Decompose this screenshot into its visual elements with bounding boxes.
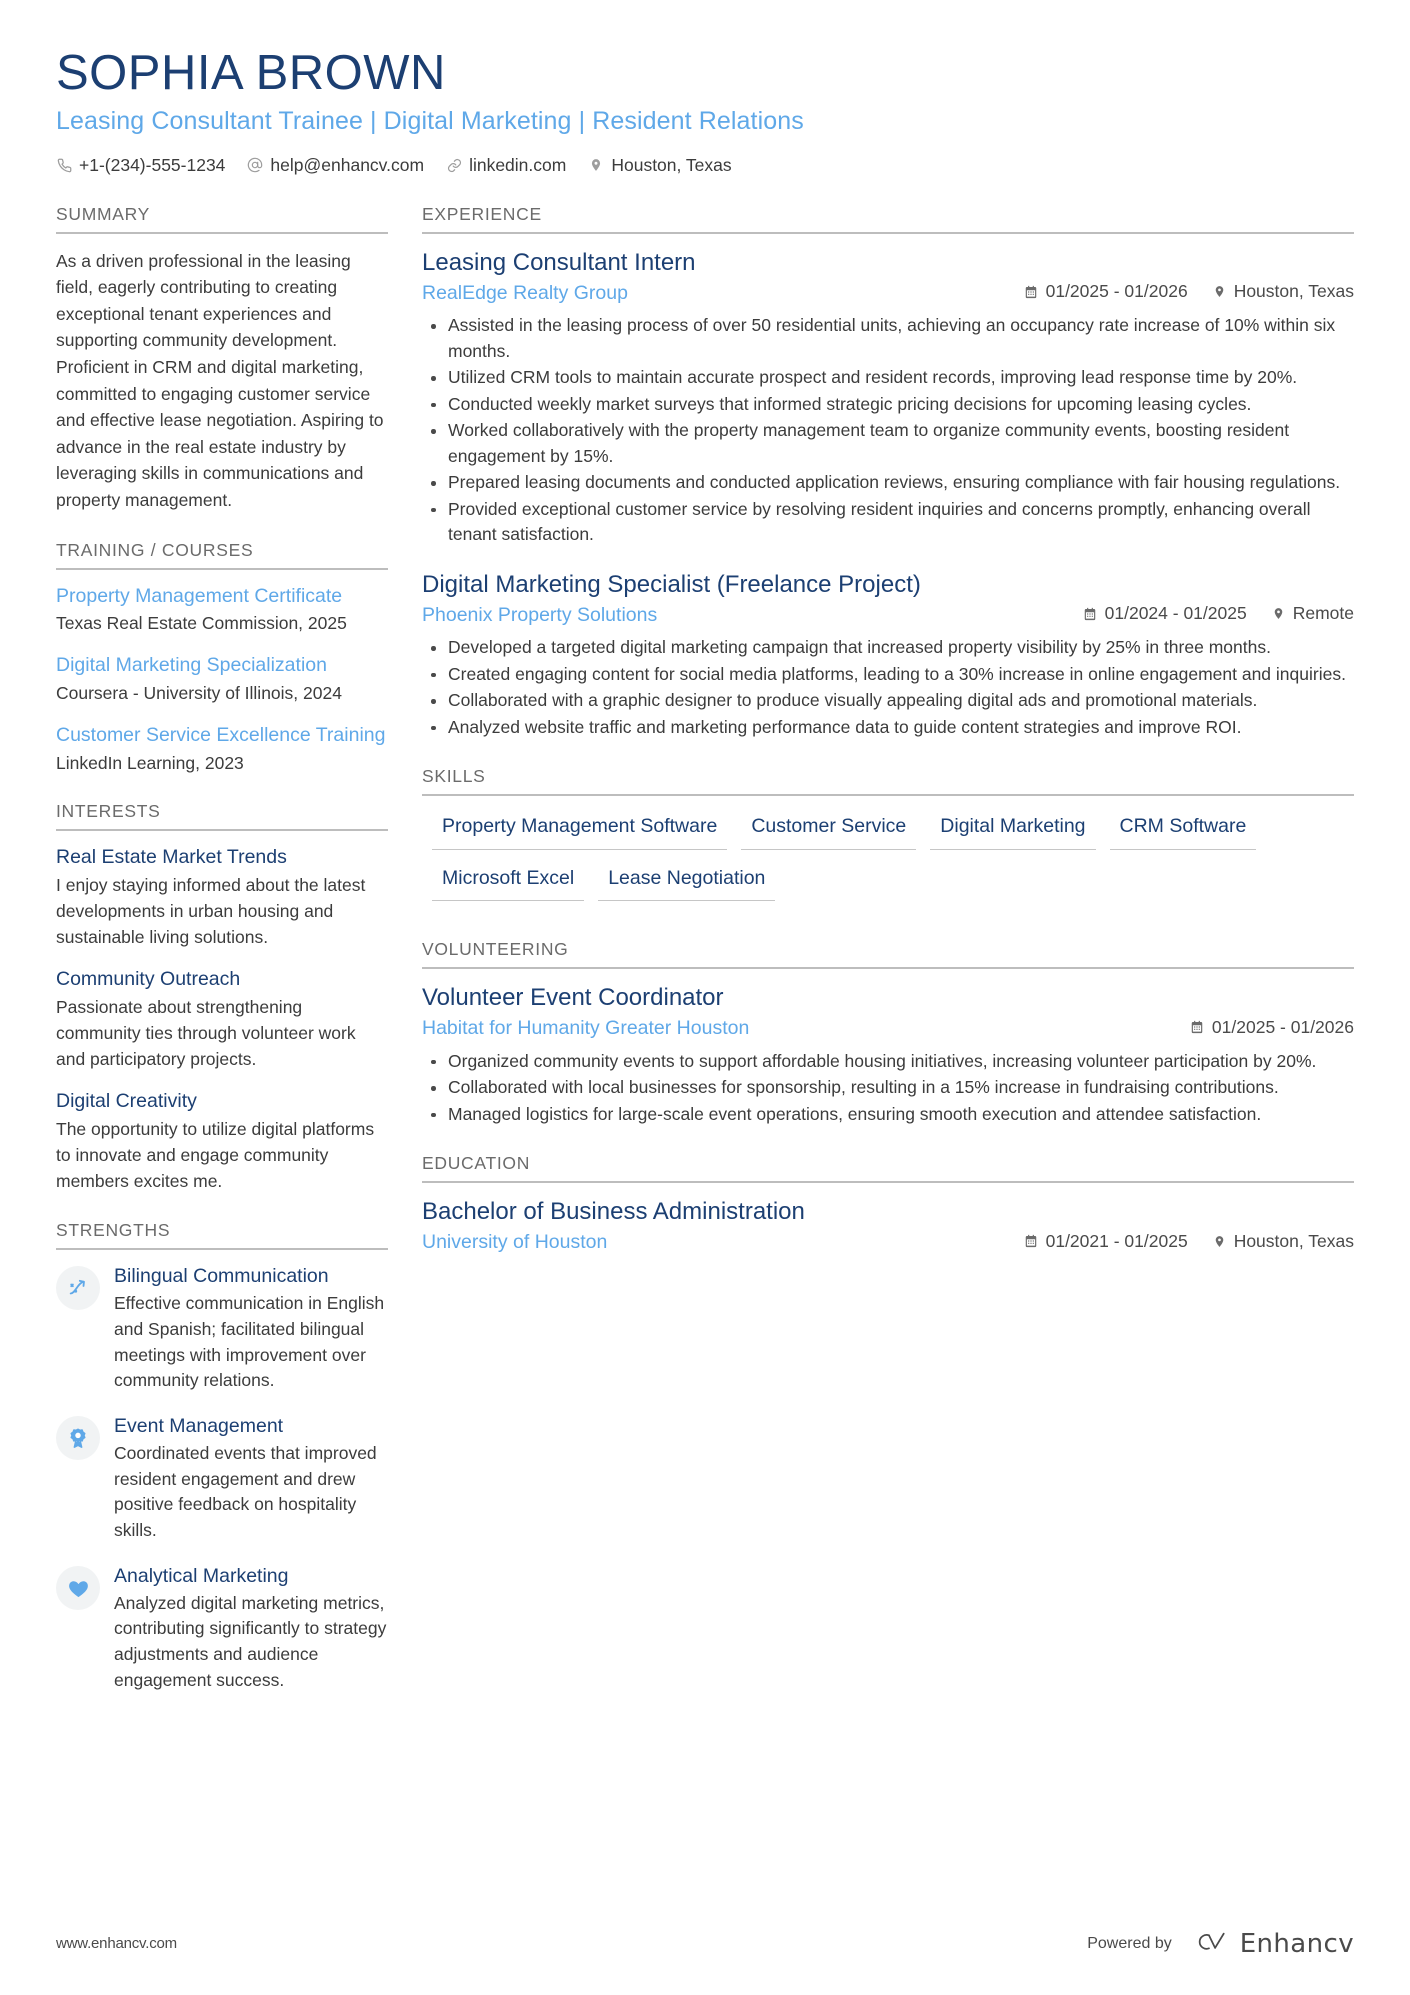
education-date-text: 01/2021 - 01/2025 xyxy=(1045,1230,1188,1251)
footer-brand xyxy=(1087,1928,1354,1959)
skill-chip: CRM Software xyxy=(1110,810,1257,849)
interest-item xyxy=(56,845,388,950)
job-date-text: 01/2025 - 01/2026 xyxy=(1045,281,1188,302)
location-pin-icon xyxy=(1212,284,1227,299)
summary-text: As a driven professional in the leasing field, eagerly contributing to creating exceptional tenant experiences and supporting community development. Proficient in CRM and digital marketing, committed to engaging customer service and effective lease negotiation. Aspiring to advance in the real estate industry by leveraging skills in communications and property management. xyxy=(56,250,384,511)
volunteer-bullets xyxy=(422,1049,1354,1128)
bullet-item: Prepared leasing documents and conducted application reviews, ensuring compliance with fair housing regulations. xyxy=(422,470,1354,496)
trend-arrow-icon xyxy=(67,1277,89,1299)
interest-name: Community Outreach xyxy=(56,968,241,991)
email-icon xyxy=(247,157,263,173)
job-location-text: Houston, Texas xyxy=(1233,281,1354,302)
footer-website-url[interactable]: www.enhancv.com xyxy=(56,1935,177,1952)
resume-header xyxy=(56,48,1354,184)
location-pin-icon xyxy=(588,157,604,173)
skills-list xyxy=(422,810,1354,913)
experience-entry xyxy=(422,248,1354,548)
page-footer xyxy=(56,1928,1354,1959)
job-location xyxy=(1271,603,1354,624)
course-provider: LinkedIn Learning, 2023 xyxy=(56,752,244,773)
interest-item xyxy=(56,967,388,1072)
interest-item xyxy=(56,1089,388,1194)
company-name: Phoenix Property Solutions xyxy=(422,603,658,626)
contact-location[interactable] xyxy=(588,153,731,178)
strength-body xyxy=(114,1264,388,1394)
strength-item xyxy=(56,1264,388,1394)
enhancv-logo xyxy=(1188,1928,1354,1959)
section-title-training: TRAINING / COURSES xyxy=(56,540,388,570)
volunteer-meta xyxy=(422,1016,1354,1041)
bullet-item: Created engaging content for social media platforms, leading to a 30% increase in online engagement and inquiries. xyxy=(422,662,1354,688)
section-skills xyxy=(422,766,1354,913)
strength-item xyxy=(56,1414,388,1544)
bullet-item: Collaborated with local businesses for sponsorship, resulting in a 15% increase in fundraising contributions. xyxy=(422,1075,1354,1101)
professional-headline: Leasing Consultant Trainee | Digital Marketing | Resident Relations xyxy=(56,106,804,135)
strength-body xyxy=(114,1414,388,1544)
skill-chip: Digital Marketing xyxy=(930,810,1095,849)
powered-by-label: Powered by xyxy=(1087,1934,1172,1952)
volunteer-meta-right xyxy=(1190,1017,1354,1038)
calendar-icon xyxy=(1024,284,1039,299)
volunteer-date xyxy=(1190,1017,1354,1038)
section-title-summary: SUMMARY xyxy=(56,204,388,234)
skill-chip: Property Management Software xyxy=(432,810,727,849)
strength-item xyxy=(56,1564,388,1694)
strength-badge xyxy=(56,1416,100,1460)
volunteer-role: Volunteer Event Coordinator xyxy=(422,984,724,1012)
section-experience xyxy=(422,204,1354,741)
volunteer-date-text: 01/2025 - 01/2026 xyxy=(1211,1016,1354,1037)
job-date xyxy=(1024,281,1188,302)
strength-name: Bilingual Communication xyxy=(114,1265,329,1288)
bullet-item: Provided exceptional customer service by resolving resident inquiries and concerns promptly, enhancing overall tenant satisfaction. xyxy=(422,497,1354,548)
institution-name: University of Houston xyxy=(422,1231,608,1254)
contact-location-text: Houston, Texas xyxy=(611,155,732,176)
skill-chip: Microsoft Excel xyxy=(432,862,584,901)
enhancv-wordmark: Enhancv xyxy=(1239,1928,1354,1959)
section-volunteering xyxy=(422,939,1354,1127)
interest-description: The opportunity to utilize digital platforms to innovate and engage community members excites me. xyxy=(56,1118,375,1192)
course-item xyxy=(56,653,388,705)
sidebar-column xyxy=(56,204,388,1720)
page-title: SOPHIA BROWN xyxy=(56,46,446,100)
strength-body xyxy=(114,1564,388,1694)
main-column xyxy=(422,204,1354,1282)
interest-name: Digital Creativity xyxy=(56,1090,197,1113)
experience-entry xyxy=(422,570,1354,741)
strength-description: Effective communication in English and Spanish; facilitated bilingual meetings with improvement over community relations. xyxy=(114,1292,385,1391)
enhancv-mark-icon xyxy=(1188,1928,1230,1959)
strength-badge xyxy=(56,1266,100,1310)
degree-title: Bachelor of Business Administration xyxy=(422,1198,805,1226)
bullet-item: Utilized CRM tools to maintain accurate prospect and resident records, improving lead response time by 20%. xyxy=(422,365,1354,391)
contact-phone-text: +1-(234)-555-1234 xyxy=(79,155,226,176)
location-pin-icon xyxy=(1271,606,1286,621)
education-location-text: Houston, Texas xyxy=(1233,1230,1354,1251)
job-meta-right xyxy=(1083,603,1354,624)
education-entry xyxy=(422,1197,1354,1255)
location-pin-icon xyxy=(1212,1234,1227,1249)
job-meta xyxy=(422,603,1354,628)
course-item xyxy=(56,584,388,636)
company-name: RealEdge Realty Group xyxy=(422,281,628,304)
skill-chip: Customer Service xyxy=(741,810,916,849)
education-meta-right xyxy=(1024,1231,1354,1252)
course-name: Property Management Certificate xyxy=(56,584,343,607)
course-provider: Coursera - University of Illinois, 2024 xyxy=(56,682,342,703)
education-meta xyxy=(422,1230,1354,1255)
interest-description: Passionate about strengthening community ties through volunteer work and participatory projects. xyxy=(56,996,356,1070)
contact-phone[interactable] xyxy=(56,153,225,178)
job-title: Digital Marketing Specialist (Freelance Project) xyxy=(422,570,921,598)
award-ribbon-icon xyxy=(67,1427,89,1449)
bullet-item: Developed a targeted digital marketing campaign that increased property visibility by 25% in three months. xyxy=(422,635,1354,661)
contact-row xyxy=(56,153,1354,178)
section-summary xyxy=(56,204,388,514)
section-education xyxy=(422,1153,1354,1255)
strength-description: Coordinated events that improved resident engagement and drew positive feedback on hospitality skills. xyxy=(114,1442,377,1541)
calendar-icon xyxy=(1024,1234,1039,1249)
phone-icon xyxy=(56,157,72,173)
job-bullets xyxy=(422,635,1354,740)
job-bullets xyxy=(422,313,1354,548)
bullet-item: Worked collaboratively with the property management team to organize community events, boosting resident engagement by 15%. xyxy=(422,418,1354,469)
strength-name: Analytical Marketing xyxy=(114,1565,289,1588)
strength-description: Analyzed digital marketing metrics, contributing significantly to strategy adjustments and audience engagement success. xyxy=(114,1592,387,1691)
section-title-skills: SKILLS xyxy=(422,766,1354,796)
education-location xyxy=(1212,1231,1354,1252)
education-date xyxy=(1024,1231,1188,1252)
bullet-item: Managed logistics for large-scale event operations, ensuring smooth execution and attendee satisfaction. xyxy=(422,1102,1354,1128)
contact-email[interactable] xyxy=(247,153,424,178)
bullet-item: Analyzed website traffic and marketing performance data to guide content strategies and improve ROI. xyxy=(422,715,1354,741)
bullet-item: Conducted weekly market surveys that informed strategic pricing decisions for upcoming leasing cycles. xyxy=(422,392,1354,418)
course-provider: Texas Real Estate Commission, 2025 xyxy=(56,612,347,633)
section-title-experience: EXPERIENCE xyxy=(422,204,1354,234)
section-title-strengths: STRENGTHS xyxy=(56,1220,388,1250)
heart-icon xyxy=(67,1577,90,1600)
bullet-item: Collaborated with a graphic designer to produce visually appealing digital ads and promotional materials. xyxy=(422,688,1354,714)
section-title-education: EDUCATION xyxy=(422,1153,1354,1183)
calendar-icon xyxy=(1083,606,1098,621)
bullet-item: Organized community events to support affordable housing initiatives, increasing volunteer participation by 20%. xyxy=(422,1049,1354,1075)
job-meta-right xyxy=(1024,281,1354,302)
section-training-courses xyxy=(56,540,388,776)
section-strengths xyxy=(56,1220,388,1694)
contact-email-text: help@enhancv.com xyxy=(270,155,425,176)
volunteering-entry xyxy=(422,983,1354,1127)
skill-chip: Lease Negotiation xyxy=(598,862,775,901)
interest-name: Real Estate Market Trends xyxy=(56,846,287,869)
section-interests xyxy=(56,801,388,1194)
job-location xyxy=(1212,281,1354,302)
calendar-icon xyxy=(1190,1020,1205,1035)
contact-link[interactable] xyxy=(446,153,566,178)
course-name: Customer Service Excellence Training xyxy=(56,724,386,747)
job-meta xyxy=(422,281,1354,306)
contact-link-text: linkedin.com xyxy=(469,155,567,176)
strength-badge xyxy=(56,1566,100,1610)
job-title: Leasing Consultant Intern xyxy=(422,248,696,276)
interest-description: I enjoy staying informed about the latest developments in urban housing and sustainable living solutions. xyxy=(56,874,366,947)
section-title-volunteering: VOLUNTEERING xyxy=(422,939,1354,969)
job-date-text: 01/2024 - 01/2025 xyxy=(1104,603,1247,624)
organization-name: Habitat for Humanity Greater Houston xyxy=(422,1017,750,1040)
job-date xyxy=(1083,603,1247,624)
strength-name: Event Management xyxy=(114,1415,284,1438)
course-item xyxy=(56,723,388,775)
link-icon xyxy=(446,157,462,173)
job-location-text: Remote xyxy=(1292,603,1354,624)
bullet-item: Assisted in the leasing process of over 50 residential units, achieving an occupancy rate increase of 10% within six months. xyxy=(422,313,1354,364)
resume-body xyxy=(56,204,1354,1720)
section-title-interests: INTERESTS xyxy=(56,801,388,831)
course-name: Digital Marketing Specialization xyxy=(56,654,327,677)
